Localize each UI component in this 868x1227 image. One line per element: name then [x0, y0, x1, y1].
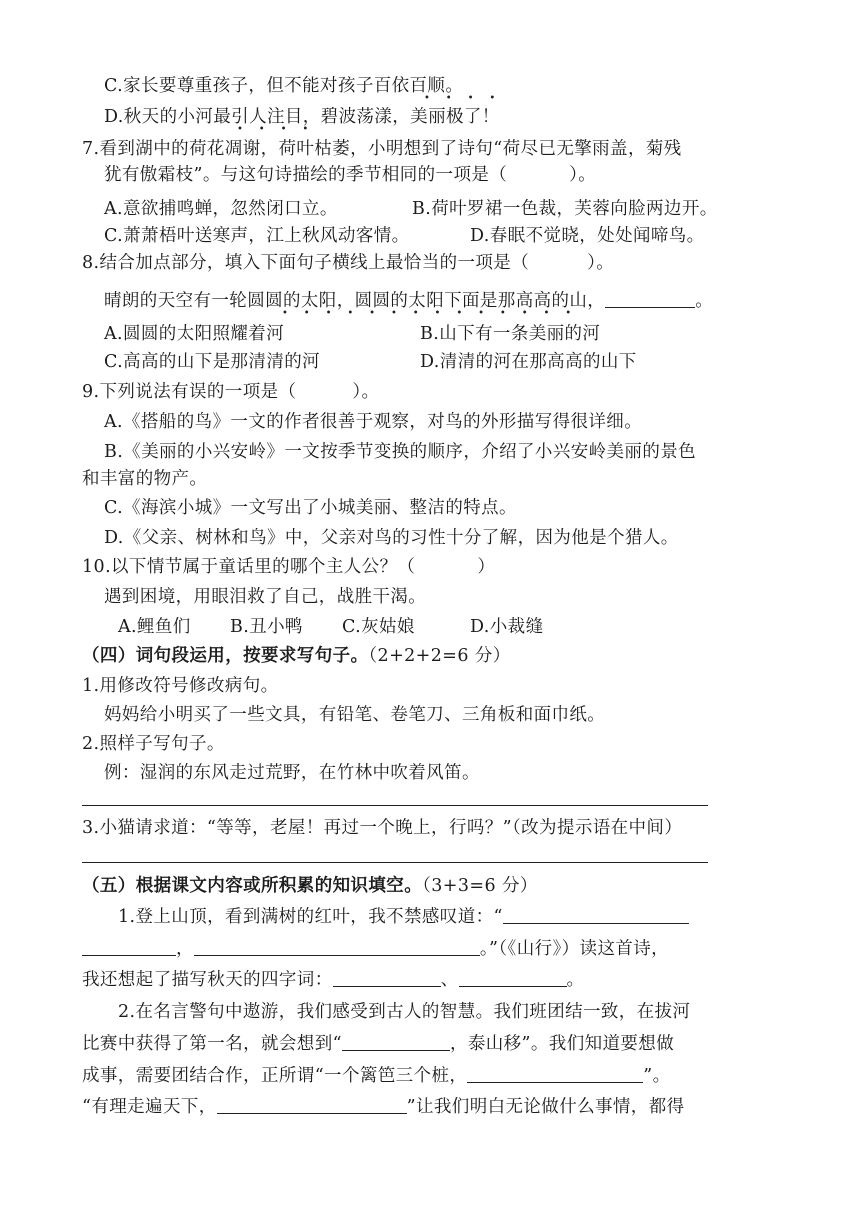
section-4-title: （四）词句段运用，按要求写句子。 [82, 646, 369, 666]
sec4-q2-example: 例：湿润的东风走过荒野，在竹林中吹着风笛。 [104, 763, 480, 783]
sec4-q1: 1.用修改符号修改病句。 [82, 676, 279, 696]
sec5-q1-line3: 我还想起了描写秋天的四字词： 、 。 [82, 970, 585, 990]
q7-stem-line1: 7.看到湖中的荷花凋谢，荷叶枯萎，小明想到了诗句“荷尽已无擎雨盖，菊残 [82, 139, 682, 159]
section-5-heading [82, 874, 538, 898]
q8-stem: 8.结合加点部分，填入下面句子横线上最恰当的一项是（ ）。 [82, 253, 615, 273]
sec5-q2-line2: 比赛中获得了第一名，就会想到“ ，泰山移”。我们知道要想做 [82, 1034, 675, 1054]
q7-option-c: C.萧萧梧叶送寒声，江上秋风动客情。 [104, 226, 410, 246]
q10-option-c: C.灰姑娘 [342, 617, 415, 637]
section-4-heading [82, 644, 511, 668]
q10-option-b: B.丑小鸭 [230, 617, 303, 637]
sec4-q1-text: 妈妈给小明买了一些文具，有铅笔、卷笔刀、三角板和面巾纸。 [104, 705, 606, 725]
q10-stem: 10.以下情节属于童话里的哪个主人公？（ ） [82, 557, 496, 577]
q10-option-a: A.鲤鱼们 [118, 617, 191, 637]
section-5-score: （3+3=6 分） [422, 876, 538, 896]
q9-option-d: D.《父亲、树林和鸟》中，父亲对鸟的习性十分了解，因为他是个猎人。 [104, 528, 679, 548]
sec5-q2-line3: 成事，需要团结合作，正所谓“一个篱笆三个桩， ”。 [82, 1066, 671, 1086]
answer-blank[interactable] [82, 937, 176, 956]
emphasis-dots: • • • • [237, 124, 309, 135]
answer-line[interactable] [82, 805, 708, 806]
q8-sentence: 晴朗的天空有一轮圆圆的太阳，圆圆的太阳下面是那高高的山， 。 [104, 291, 714, 311]
q9-option-c: C.《海滨小城》一文写出了小城美丽、整洁的特点。 [104, 498, 517, 518]
answer-blank[interactable] [194, 937, 480, 956]
answer-blank[interactable] [467, 1064, 643, 1083]
sec4-q2: 2.照样子写句子。 [82, 734, 225, 754]
section-5-title: （五）根据课文内容或所积累的知识填空。 [82, 876, 423, 896]
sec5-q1-line1: 1.登上山顶，看到满树的红叶，我不禁感叹道：“ [118, 905, 689, 929]
q8-option-d: D.清清的河在那高高的山下 [420, 352, 637, 372]
q7-option-b: B.荷叶罗裙一色裁，芙蓉向脸两边开。 [412, 199, 718, 219]
q7-option-d: D.春眠不觉晓，处处闻啼鸟。 [470, 226, 705, 246]
sec5-q2-line4: “有理走遍天下， ”让我们明白无论做什么事情，都得 [82, 1097, 685, 1117]
answer-blank[interactable] [503, 905, 689, 924]
q9-option-b-line1: B.《美丽的小兴安岭》一文按季节变换的顺序，介绍了小兴安岭美丽的景色 [104, 442, 697, 462]
answer-line[interactable] [82, 862, 708, 863]
answer-blank[interactable] [605, 289, 695, 308]
answer-blank[interactable] [333, 968, 441, 987]
q9-option-b-line2: 和丰富的物产。 [82, 469, 208, 489]
q8-option-c: C.高高的山下是那清清的河 [104, 352, 321, 372]
sec4-q3: 3.小猫请求道：“等等，老屋！再过一个晚上，行吗？”（改为提示语在中间） [82, 818, 683, 838]
sec5-q1-line2: ， 。”（《山行》）读这首诗， [82, 937, 669, 961]
emphasis-dots: • • • • [424, 93, 496, 104]
sec5-q2-line1: 2.在名言警句中遨游，我们感受到古人的智慧。我们班团结一致，在拔河 [118, 1002, 691, 1022]
q9-option-a: A.《搭船的鸟》一文的作者很善于观察，对鸟的外形描写得很详细。 [104, 412, 643, 432]
q7-stem-line2: 犹有傲霜枝”。与这句诗描绘的季节相同的一项是（ ）。 [104, 165, 597, 185]
answer-blank[interactable] [342, 1032, 450, 1051]
answer-blank[interactable] [217, 1095, 407, 1114]
q6-option-d: D.秋天的小河最引人注目，碧波荡漾，美丽极了！ [104, 107, 500, 127]
q8-option-a: A.圆圆的太阳照耀着河 [104, 324, 285, 344]
section-4-score: （2+2+2=6 分） [368, 646, 511, 666]
q7-option-a: A.意欲捕鸣蝉，忽然闭口立。 [104, 199, 338, 219]
q6-option-c: C.家长要尊重孩子，但不能对孩子百依百顺。 [104, 76, 464, 96]
q8-option-b: B.山下有一条美丽的河 [420, 324, 601, 344]
answer-blank[interactable] [459, 968, 567, 987]
q10-option-d: D.小裁缝 [470, 617, 544, 637]
q9-stem: 9.下列说法有误的一项是（ ）。 [82, 382, 380, 402]
emphasis-dots: • • • • • • • • • • • • • • [282, 308, 572, 319]
q10-text: 遇到困境，用眼泪救了自己，战胜干渴。 [104, 587, 427, 607]
